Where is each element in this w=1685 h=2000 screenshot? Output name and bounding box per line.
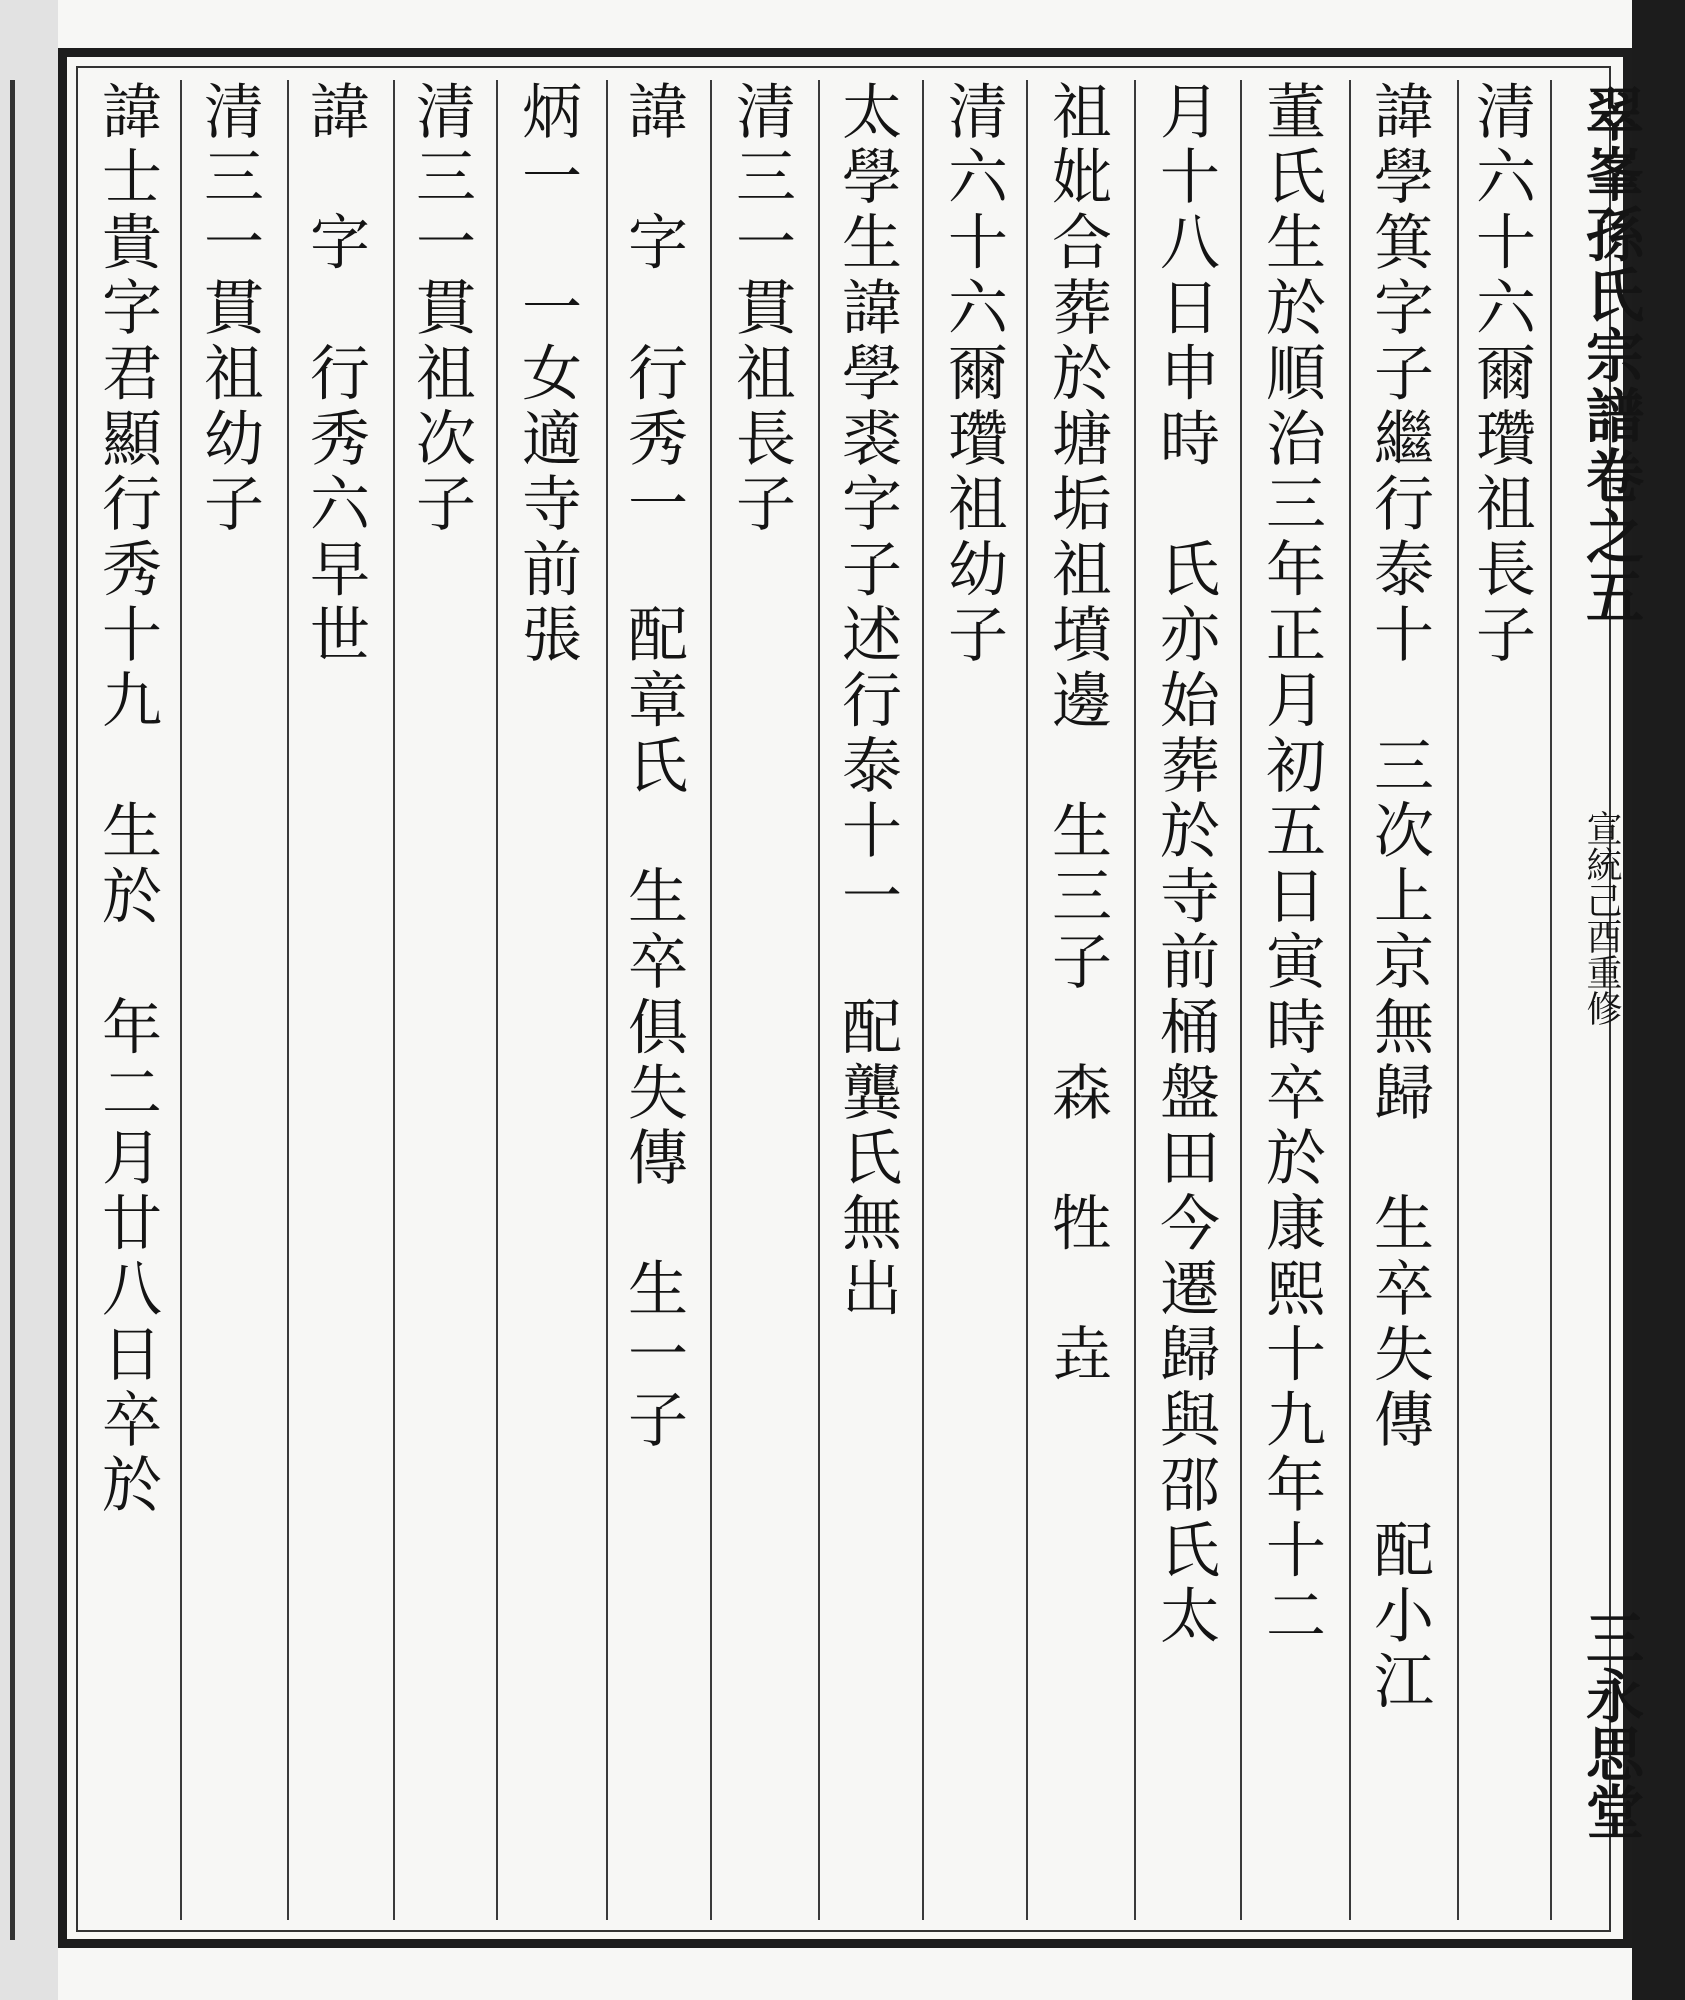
entry-heading: 清三一貫祖次子 — [406, 80, 476, 538]
column-rule — [1240, 80, 1242, 1920]
text-column: 諱士貴字君顯行秀十九 生於 年二月廿八日卒於 — [92, 80, 162, 1519]
text-column: 董氏生於順治三年正月初五日寅時卒於康熙十九年十二 — [1256, 80, 1326, 1650]
entry-heading: 清六十六爾瓚祖幼子 — [938, 80, 1008, 669]
entry-heading: 清三一貫祖長子 — [726, 80, 796, 538]
spine-edge-line — [10, 80, 15, 1940]
text-column: 太學生諱學裘字子述行泰十一 配龔氏無出 — [832, 80, 902, 1323]
column-rule — [606, 80, 608, 1920]
volume-title: 翠峯孫氏宗譜卷之五 — [1576, 84, 1644, 627]
column-rule — [710, 80, 712, 1920]
column-rule — [922, 80, 924, 1920]
entry-heading: 清六十六爾瓚祖長子 — [1466, 80, 1536, 669]
column-rule — [1134, 80, 1136, 1920]
column-rule — [1026, 80, 1028, 1920]
column-rule — [393, 80, 395, 1920]
text-column: 月十八日申時 氏亦始葬於寺前桶盤田今遷歸與邵氏太 — [1150, 80, 1220, 1650]
column-rule — [1457, 80, 1459, 1920]
text-column: 祖妣合葬於塘垢祖墳邊 生三子 森 牲 垚 — [1042, 80, 1112, 1388]
column-rule — [180, 80, 182, 1920]
column-rule — [1550, 80, 1552, 1920]
column-rule — [1349, 80, 1351, 1920]
hall-name: 三永思堂 — [1576, 1608, 1644, 1840]
left-book-spine — [0, 0, 58, 2000]
text-column: 諱 字 行秀一 配章氏 生卒俱失傳 生一子 — [618, 80, 688, 1454]
edition-note: 宣統己酉重修 — [1581, 810, 1622, 1026]
text-column: 諱 字 行秀六早世 — [300, 80, 370, 669]
column-rule — [818, 80, 820, 1920]
text-column: 炳一 一女適寺前張 — [512, 80, 582, 669]
text-column: 諱學箕字子繼行泰十 三次上京無歸 生卒失傳 配小江 — [1364, 80, 1434, 1715]
entry-heading: 清三一貫祖幼子 — [194, 80, 264, 538]
column-rule — [496, 80, 498, 1920]
column-rule — [287, 80, 289, 1920]
